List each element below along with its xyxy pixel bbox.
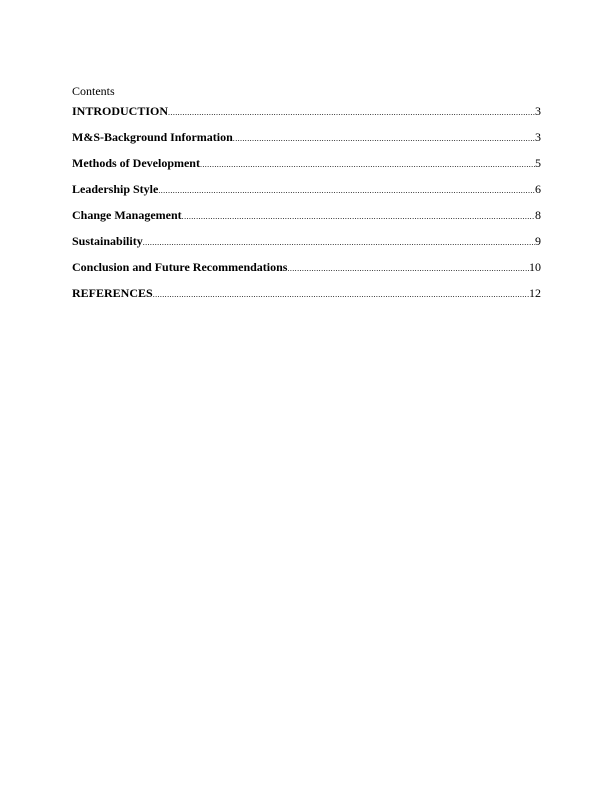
toc-dot-leader — [153, 287, 529, 303]
toc-entry-title: INTRODUCTION — [72, 104, 169, 118]
toc-entry-title: M&S-Background Information — [72, 130, 233, 144]
toc-entry-page-number: 3 — [535, 104, 541, 118]
toc-entry-title: REFERENCES — [72, 286, 153, 300]
toc-entry-leadership[interactable] — [72, 181, 541, 207]
toc-entry-page-number: 9 — [535, 234, 541, 248]
toc-entry-background[interactable] — [72, 129, 541, 155]
toc-entry-page-number: 3 — [535, 130, 541, 144]
toc-entry-sustainability[interactable] — [72, 233, 541, 259]
table-of-contents — [72, 83, 541, 311]
toc-dot-leader — [233, 131, 535, 147]
toc-dot-leader — [182, 209, 535, 225]
toc-entry-page-number: 10 — [529, 260, 541, 274]
toc-entry-references[interactable] — [72, 285, 541, 311]
toc-entry-introduction[interactable] — [72, 103, 541, 129]
toc-entry-title: Methods of Development — [72, 156, 200, 170]
toc-entry-page-number: 5 — [535, 156, 541, 170]
toc-entry-page-number: 12 — [529, 286, 541, 300]
toc-entry-methods[interactable] — [72, 155, 541, 181]
toc-dot-leader — [158, 183, 535, 199]
toc-dot-leader — [168, 105, 535, 121]
toc-dot-leader — [200, 157, 535, 173]
toc-entry-conclusion[interactable] — [72, 259, 541, 285]
toc-entry-title: Sustainability — [72, 234, 143, 248]
toc-heading: Contents — [72, 84, 115, 98]
toc-entry-title: Leadership Style — [72, 182, 159, 196]
toc-dot-leader — [287, 261, 529, 277]
toc-dot-leader — [143, 235, 535, 251]
toc-entry-page-number: 8 — [535, 208, 541, 222]
toc-entry-change-management[interactable] — [72, 207, 541, 233]
toc-list — [72, 103, 541, 311]
toc-entry-title: Change Management — [72, 208, 182, 222]
toc-entry-page-number: 6 — [535, 182, 541, 196]
toc-entry-title: Conclusion and Future Recommendations — [72, 260, 288, 274]
